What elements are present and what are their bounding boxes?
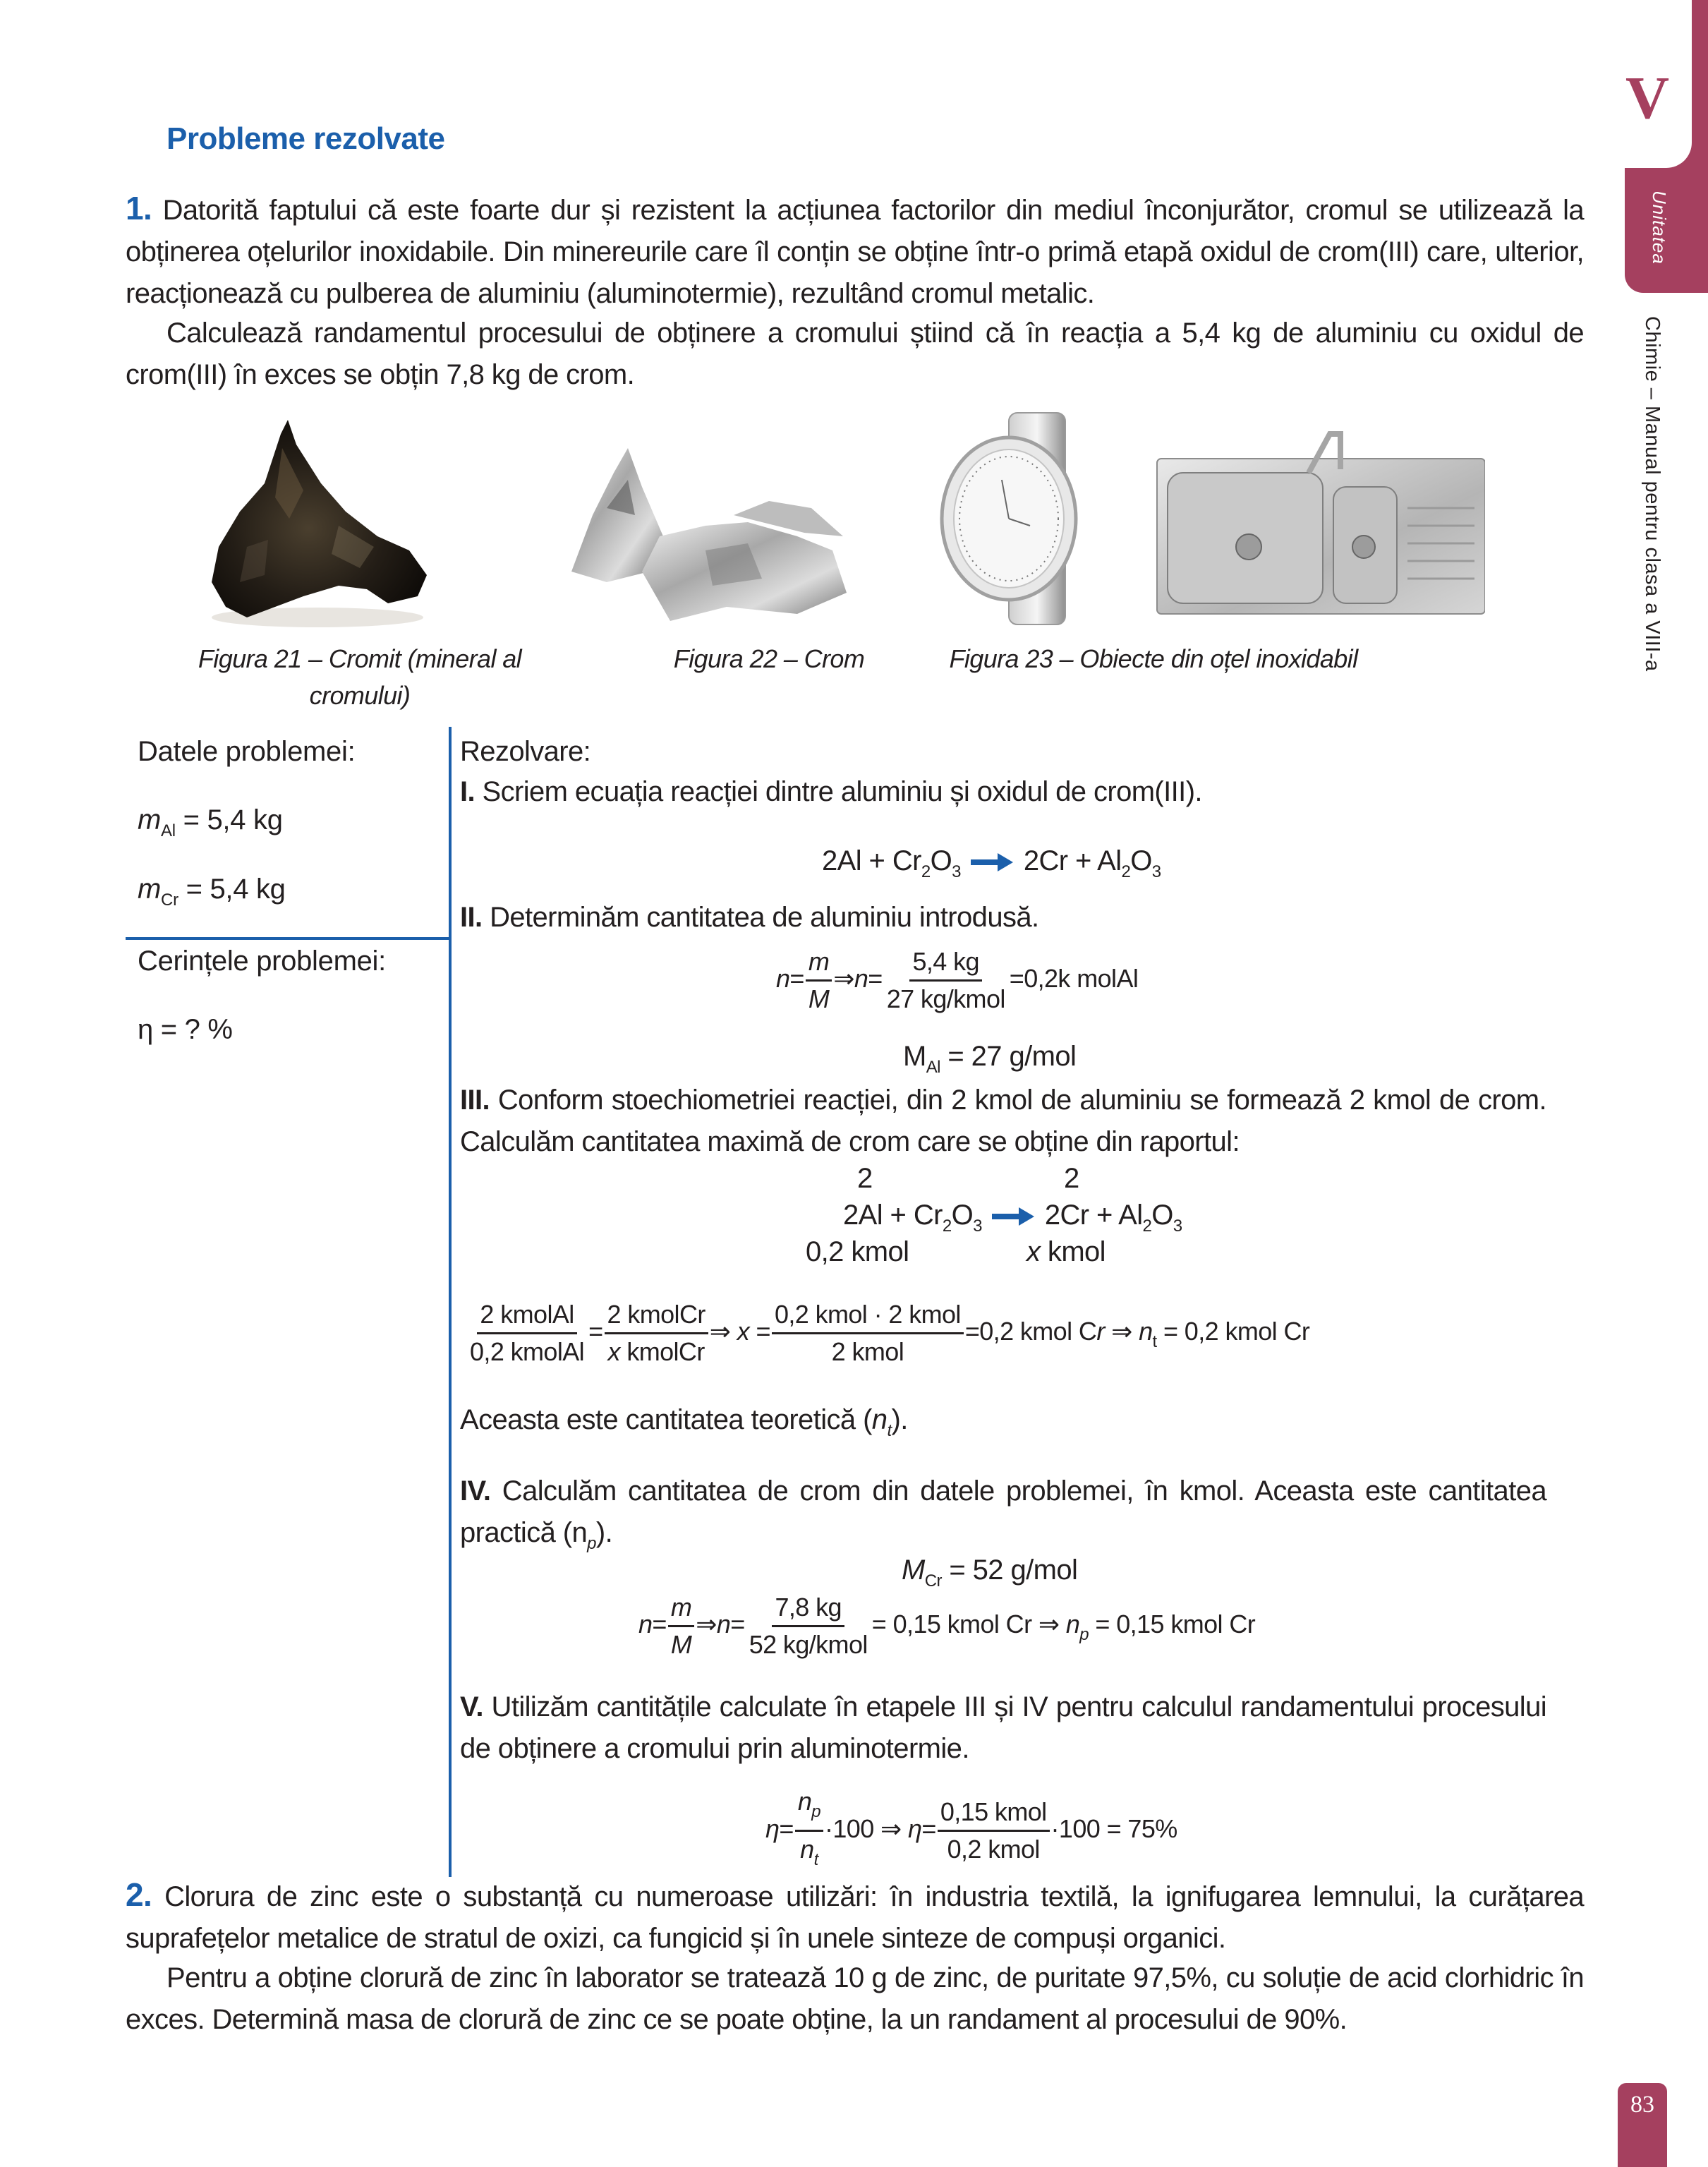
step-4: IV. Calculăm cantitatea de crom din datele problemei, în kmol. Aceasta este cantitatea practică $(n_p)$. — [460, 1475, 1546, 1553]
book-side-title: Chimie – Manual pentru clasa a VIII-a — [1641, 316, 1664, 672]
requirements-label: Cerințele problemei: — [138, 946, 386, 977]
page-number: 83 — [1630, 2091, 1654, 2118]
figure-23-caption: Figura 23 – Obiecte din oțel inoxidabil — [949, 644, 1358, 673]
problem-1-task: Calculează randamentul procesului de obținere a cromului știind că în reacția a 5,4 kg de aluminiu cu oxidul de crom(III) în exces se obțin 7,8 kg de crom. — [126, 318, 1584, 390]
chromite-mineral-photo — [198, 406, 444, 632]
wristwatch-photo — [938, 406, 1122, 632]
under-al: 0,2 kmol — [806, 1236, 909, 1267]
problem-1-intro — [126, 188, 1584, 315]
step-5: V. Utilizăm cantitățile calculate în etapele III și IV pentru calculul randamentului procesului de obținere a cromului prin aluminotermie. — [460, 1691, 1547, 1764]
problem-2-number: 2. — [126, 1876, 152, 1913]
section-title: Probleme rezolvate — [166, 121, 445, 156]
chromium-metal-photo — [564, 430, 896, 621]
problem-2-intro — [126, 1874, 1584, 1960]
step-1: I. Scriem ecuația reacției dintre aluminiu și oxidul de crom(III). — [460, 776, 1202, 807]
requirement-item-eta: η = ? % — [138, 1014, 233, 1045]
problem-2-task: Pentru a obține clorură de zinc în laborator se tratează 10 g de zinc, de puritate 97,5%, cu soluție de acid clorhidric în exces. Determină masa de clorură de zinc ce se poate obține, la un randament al procesului de 90%. — [126, 1962, 1584, 2035]
reaction-equation: $2Al + Cr_2O_3$ $2Cr + Al_2O_3$ — [822, 845, 1161, 881]
column-divider-vertical — [449, 727, 452, 1877]
problem-2-intro-text: Clorura de zinc este o substanță cu numeroase utilizări: în industria textilă, la ignifugarea lemnului, la curățarea suprafețelor metalice de stratul de oxizi, ca fungicid și în unele sinteze de compuși organici. — [126, 1881, 1584, 1954]
step-4-formula: n= $\frac{m}{M}$ ⇒n= $\frac{7,8 kg}{\text{52 kg/kmol}}$ = 0,15 kmol Cr ⇒ $n_p = 0,15$ kmol Cr — [638, 1593, 1256, 1659]
stainless-sink-photo — [1153, 430, 1485, 617]
reaction-arrow-icon — [992, 1207, 1034, 1226]
under-cr: x kmol — [1026, 1236, 1106, 1267]
unit-numeral: V — [1625, 64, 1670, 131]
step-2-formula: n= $\frac{m}{M}$ ⇒n= $\frac{5,4 kg}{\text{27 kg/kmol}}$ =0,2k molAl — [776, 947, 1139, 1013]
problem-1-number: 1. — [126, 190, 152, 227]
step-3-ratio: $\frac{\text{2 kmolAl}}{\text{0,2 kmolAl}}$ = $\frac{\text{2 kmolCr}}{\text{x kmolCr}}$ ⇒ x = $\frac{\text{0,2 kmol · 2 kmol}}{\text{2 kmol}}$ =0,2 kmol Cr ⇒ $n_t = 0,2$ kmol Cr — [470, 1300, 1310, 1366]
molar-mass-cr: $M_{Cr} = 52$ g/mol — [902, 1555, 1078, 1590]
solution-label: Rezolvare: — [460, 736, 591, 767]
unit-label: Unitatea — [1649, 191, 1670, 265]
molar-mass-al: $M_{Al} = 27$ g/mol — [903, 1041, 1077, 1077]
coef-al: 2 — [857, 1163, 873, 1194]
data-item-m-cr: $m_{Cr} = 5,4$ kg — [138, 874, 286, 910]
reaction-equation-2: $2Al + Cr_2O_3$ $2Cr + Al_2O_3$ — [843, 1200, 1182, 1236]
figure-22-caption: Figura 22 – Crom — [673, 644, 865, 673]
coef-cr: 2 — [1064, 1163, 1079, 1194]
theoretical-note: Aceasta este cantitatea teoretică $(n_t)$. — [460, 1404, 908, 1440]
data-label: Datele problemei: — [138, 736, 356, 767]
figure-21-caption: Figura 21 – Cromit (mineral al cromului) — [198, 644, 522, 710]
step-2: II. Determinăm cantitatea de aluminiu introdusă. — [460, 902, 1039, 933]
reaction-arrow-icon — [971, 853, 1013, 871]
column-divider-horizontal — [126, 937, 450, 940]
data-item-m-al: $m_{Al} = 5,4$ kg — [138, 804, 283, 840]
page-number-box — [1618, 2083, 1667, 2167]
step-5-formula: η= $\frac{n_p}{n_t}$ ·100 ⇒ η= $\frac{\text{0,15 kmol}}{\text{0,2 kmol}}$ ·100 = 75% — [765, 1787, 1177, 1869]
step-3: III. Conform stoechiometriei reacției, din 2 kmol de aluminiu se formează 2 kmol de crom. Calculăm cantitatea maximă de crom care se obține din raportul: — [460, 1085, 1546, 1157]
problem-1-intro-text: Datorită faptului că este foarte dur și rezistent la acțiunea factorilor din mediul înconjurător, cromul se utilizează la obținerea oțelurilor inoxidabile. Din minereurile care îl conțin se obține într-o primă etapă oxidul de crom(III) care, ulterior, reacționează cu pulberea de aluminiu (aluminotermie), rezultând cromul metalic. — [126, 195, 1585, 309]
